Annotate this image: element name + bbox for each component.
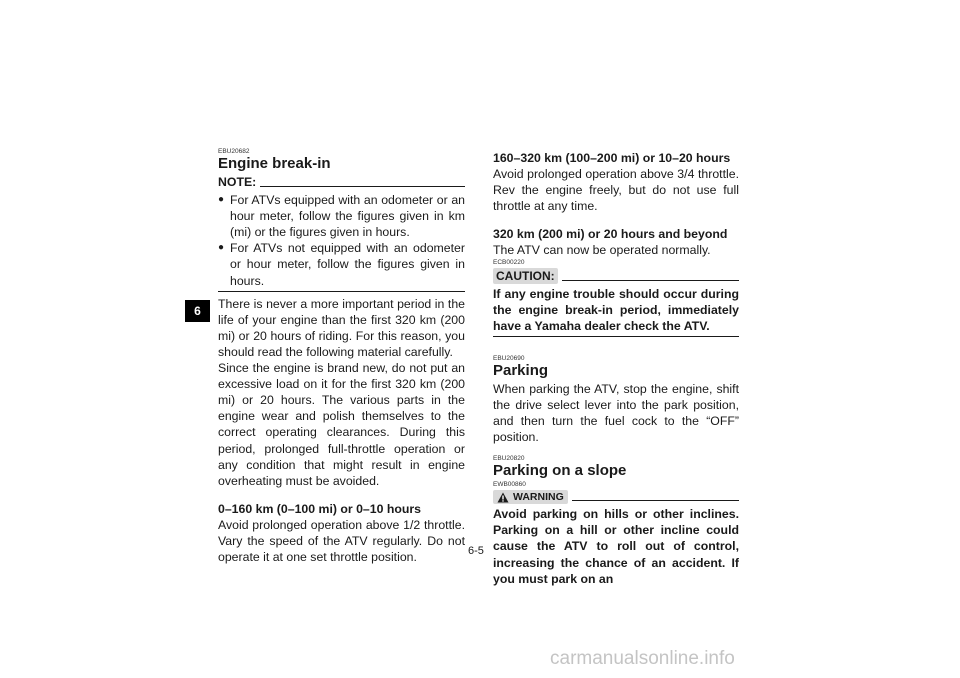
caution-label: CAUTION: [493, 268, 558, 284]
note-header [218, 174, 465, 190]
paragraph: Avoid prolonged operation above 3/4 throttle. Rev the engine freely, but do not use full throttle at any time. [493, 167, 739, 214]
note-bullet-text: For ATVs not equipped with an odometer or hour meter, follow the figures given in hours. [230, 241, 465, 288]
subheading: 160–320 km (100–200 mi) or 10–20 hours [493, 151, 731, 165]
subheading: 0–160 km (0–100 mi) or 0–10 hours [218, 501, 422, 516]
warning-text: Avoid parking on hills or other inclines. Parking on a hill or other incline could cause the ATV to roll out of control, increasing the chance of an accident. If you must park on an [493, 507, 739, 586]
paragraph: There is never a more important period in the life of your engine than the first 320 km (200 mi) or 20 hours of riding. For this reason, you should read the following material carefully. [218, 296, 465, 359]
note-bullet [218, 192, 465, 240]
note-bullet-text: For ATVs equipped with an odometer or an hour meter, follow the figures given in km (mi) or the figures given in hours. [230, 193, 465, 240]
warning-badge [493, 490, 568, 504]
section-title-engine-break-in: Engine break-in [218, 155, 331, 172]
bullet-dot-icon: ● [218, 242, 225, 254]
warning-triangle-icon [497, 492, 509, 503]
watermark: carmanualsonline.info [550, 648, 735, 669]
note-bullet [218, 240, 465, 288]
warning-rule [572, 500, 739, 501]
right-column [493, 150, 739, 587]
paragraph: Since the engine is brand new, do not put an excessive load on it for the first 320 km (200 mi) or 20 hours. The various parts in the engine wear and polish themselves to the correct operating clearances. During this period, prolonged full-throttle operation or any condition that might result in engine overheating must be avoided. [218, 361, 465, 488]
caution-end-rule [493, 336, 739, 337]
warning-label: WARNING [513, 491, 564, 504]
paragraph: Avoid prolonged operation above 1/2 throttle. Vary the speed of the ATV regularly. Do not operate it at one set throttle position. [218, 517, 465, 565]
section-title-parking: Parking [493, 361, 549, 379]
caution-text: If any engine trouble should occur during the engine break-in period, immediately have a Yamaha dealer check the ATV. [493, 286, 739, 333]
section-code: EBU20820 [493, 455, 525, 463]
section-title-parking-on-a-slope: Parking on a slope [493, 462, 627, 480]
section-code: EBU20682 [218, 148, 250, 155]
subheading: 320 km (200 mi) or 20 hours and beyond [493, 227, 728, 242]
warning-code: EWB00860 [493, 481, 526, 489]
caution-rule [562, 280, 739, 281]
note-end-rule [218, 291, 465, 292]
paragraph: The ATV can now be operated normally. [493, 243, 711, 258]
bullet-dot-icon: ● [218, 194, 225, 206]
left-column [218, 148, 465, 565]
caution-code: ECB00220 [493, 258, 525, 266]
caution-header [493, 268, 739, 284]
page-number: 6-5 [468, 545, 484, 557]
note-label: NOTE: [218, 175, 257, 189]
note-rule [260, 186, 465, 187]
section-code: EBU20690 [493, 354, 525, 362]
paragraph: When parking the ATV, stop the engine, shift the drive select lever into the park position, and then turn the fuel cock to the “OFF” position. [493, 381, 739, 445]
chapter-tab: 6 [185, 300, 210, 322]
warning-header [493, 490, 739, 504]
